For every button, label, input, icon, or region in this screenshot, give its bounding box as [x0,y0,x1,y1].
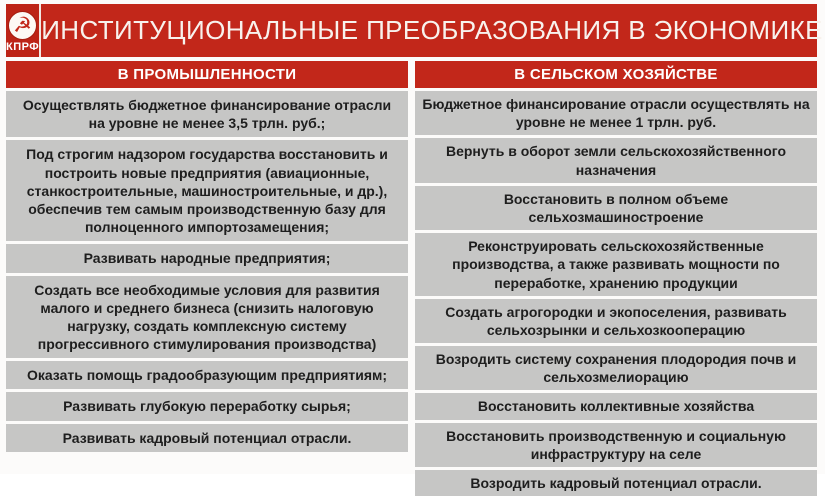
list-item: Возродить систему сохранения плодородия почв и сельхозмелиорацию [415,346,817,390]
title-bar [6,4,823,57]
column-header-industry: В ПРОМЫШЛЕННОСТИ [6,61,408,88]
list-item: Бюджетное финансирование отрасли осуществлять на уровне не менее 1 трлн. руб. [415,91,817,135]
list-item: Оказать помощь градообразующим предприятиям; [6,361,408,389]
column-header-agriculture: В СЕЛЬСКОМ ХОЗЯЙСТВЕ [415,61,817,88]
hammer-sickle-glyph: ☭ [13,13,32,37]
list-item: Восстановить коллективные хозяйства [415,393,817,419]
list-item: Реконструировать сельскохозяйственные производства, а также развивать мощности по переработке, хранению продукции [415,233,817,296]
list-item: Осуществлять бюджетное финансирование отрасли на уровне не менее 3,5 трлн. руб.; [6,91,408,137]
list-item: Создать агрогородки и экопоселения, развивать сельхозрынки и сельхозкооперацию [415,299,817,343]
page-title: ИНСТИТУЦИОНАЛЬНЫЕ ПРЕОБРАЗОВАНИЯ В ЭКОНОМИКЕ [41,15,823,45]
content-columns [6,61,817,496]
list-item: Восстановить в полном объеме сельхозмашиностроение [415,186,817,230]
list-item: Возродить кадровый потенциал отрасли. [415,470,817,496]
list-item: Развивать народные предприятия; [6,244,408,272]
column-agriculture [415,61,817,496]
list-item: Под строгим надзором государства восстановить и построить новые предприятия (авиационные, станкостроительные, машиностроительные, и др.), обеспечив тем самым производственную базу для полноценного импортозамещения; [6,140,408,241]
list-item: Развивать глубокую переработку сырья; [6,392,408,420]
hammer-sickle-icon [8,11,37,40]
list-item: Развивать кадровый потенциал отрасли. [6,424,408,452]
list-item: Создать все необходимые условия для развития малого и среднего бизнеса (снизить налоговую нагрузку, создать комплексную систему прогрессивного стимулирования производства) [6,276,408,359]
kprf-logo-label: КПРФ [6,40,40,53]
kprf-logo [6,4,41,57]
list-item: Восстановить производственную и социальную инфраструктуру на селе [415,423,817,467]
column-industry [6,61,408,496]
list-item: Вернуть в оборот земли сельскохозяйственного назначения [415,138,817,182]
